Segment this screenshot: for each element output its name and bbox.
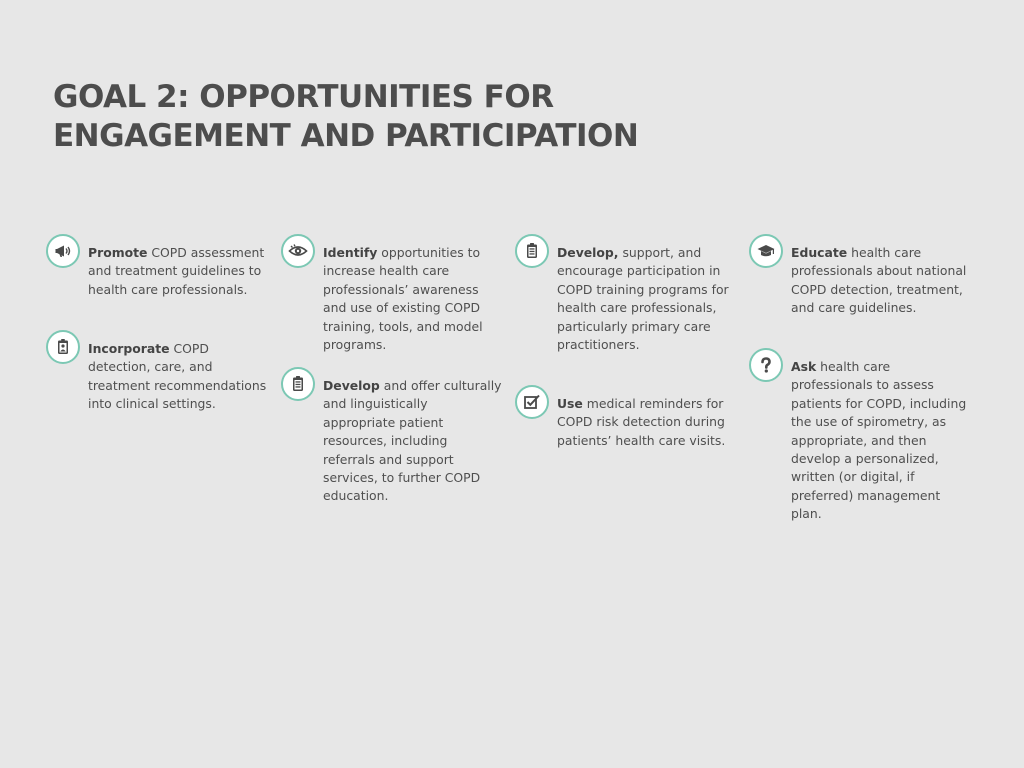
- item-promote-text: [88, 244, 268, 299]
- question-mark-icon: [749, 348, 783, 382]
- graduation-cap-icon: [749, 234, 783, 268]
- item-use-body: medical reminders for COPD risk detection during patients’ health care visits.: [557, 396, 726, 448]
- item-use-text: [557, 395, 737, 450]
- item-incorporate-body: COPD detection, care, and treatment recommendations into clinical settings.: [88, 341, 267, 412]
- item-identify-text: [323, 244, 503, 354]
- page-title-line-2: ENGAGEMENT AND PARTICIPATION: [53, 118, 639, 154]
- item-identify-lead: Identify: [323, 245, 378, 260]
- item-promote-body: COPD assessment and treatment guidelines to health care professionals.: [88, 245, 265, 297]
- item-develop-support-body: support, and encourage participation in COPD training programs for health care professionals, particularly primary care practitioners.: [557, 245, 729, 353]
- item-use-lead: Use: [557, 396, 583, 411]
- item-ask-text: [791, 358, 971, 524]
- item-ask-lead: Ask: [791, 359, 817, 374]
- item-educate-body: health care professionals about national COPD detection, treatment, and care guidelines.: [791, 245, 967, 316]
- id-badge-icon: [46, 330, 80, 364]
- item-promote-lead: Promote: [88, 245, 148, 260]
- eye-icon: [281, 234, 315, 268]
- item-educate-text: [791, 244, 971, 318]
- item-incorporate-text: [88, 340, 268, 414]
- item-incorporate-lead: Incorporate: [88, 341, 170, 356]
- page-title-line-1: GOAL 2: OPPORTUNITIES FOR: [53, 79, 554, 115]
- item-develop-offer-text: [323, 377, 503, 506]
- item-identify-body: opportunities to increase health care professionals’ awareness and use of existing COPD training, tools, and model programs.: [323, 245, 483, 353]
- item-develop-offer-lead: Develop: [323, 378, 380, 393]
- clipboard-icon: [515, 234, 549, 268]
- page-title: [53, 78, 953, 156]
- checkbox-icon: [515, 385, 549, 419]
- item-develop-support-lead: Develop,: [557, 245, 619, 260]
- item-develop-offer-body: and offer culturally and linguistically appropriate patient resources, including referrals and support services, to further COPD education.: [323, 378, 502, 504]
- megaphone-icon: [46, 234, 80, 268]
- item-develop-support-text: [557, 244, 737, 354]
- item-ask-body: health care professionals to assess patients for COPD, including the use of spirometry, as appropriate, and then develop a personalized, written (or digital, if preferred) management plan.: [791, 359, 967, 522]
- clipboard-icon: [281, 367, 315, 401]
- item-educate-lead: Educate: [791, 245, 848, 260]
